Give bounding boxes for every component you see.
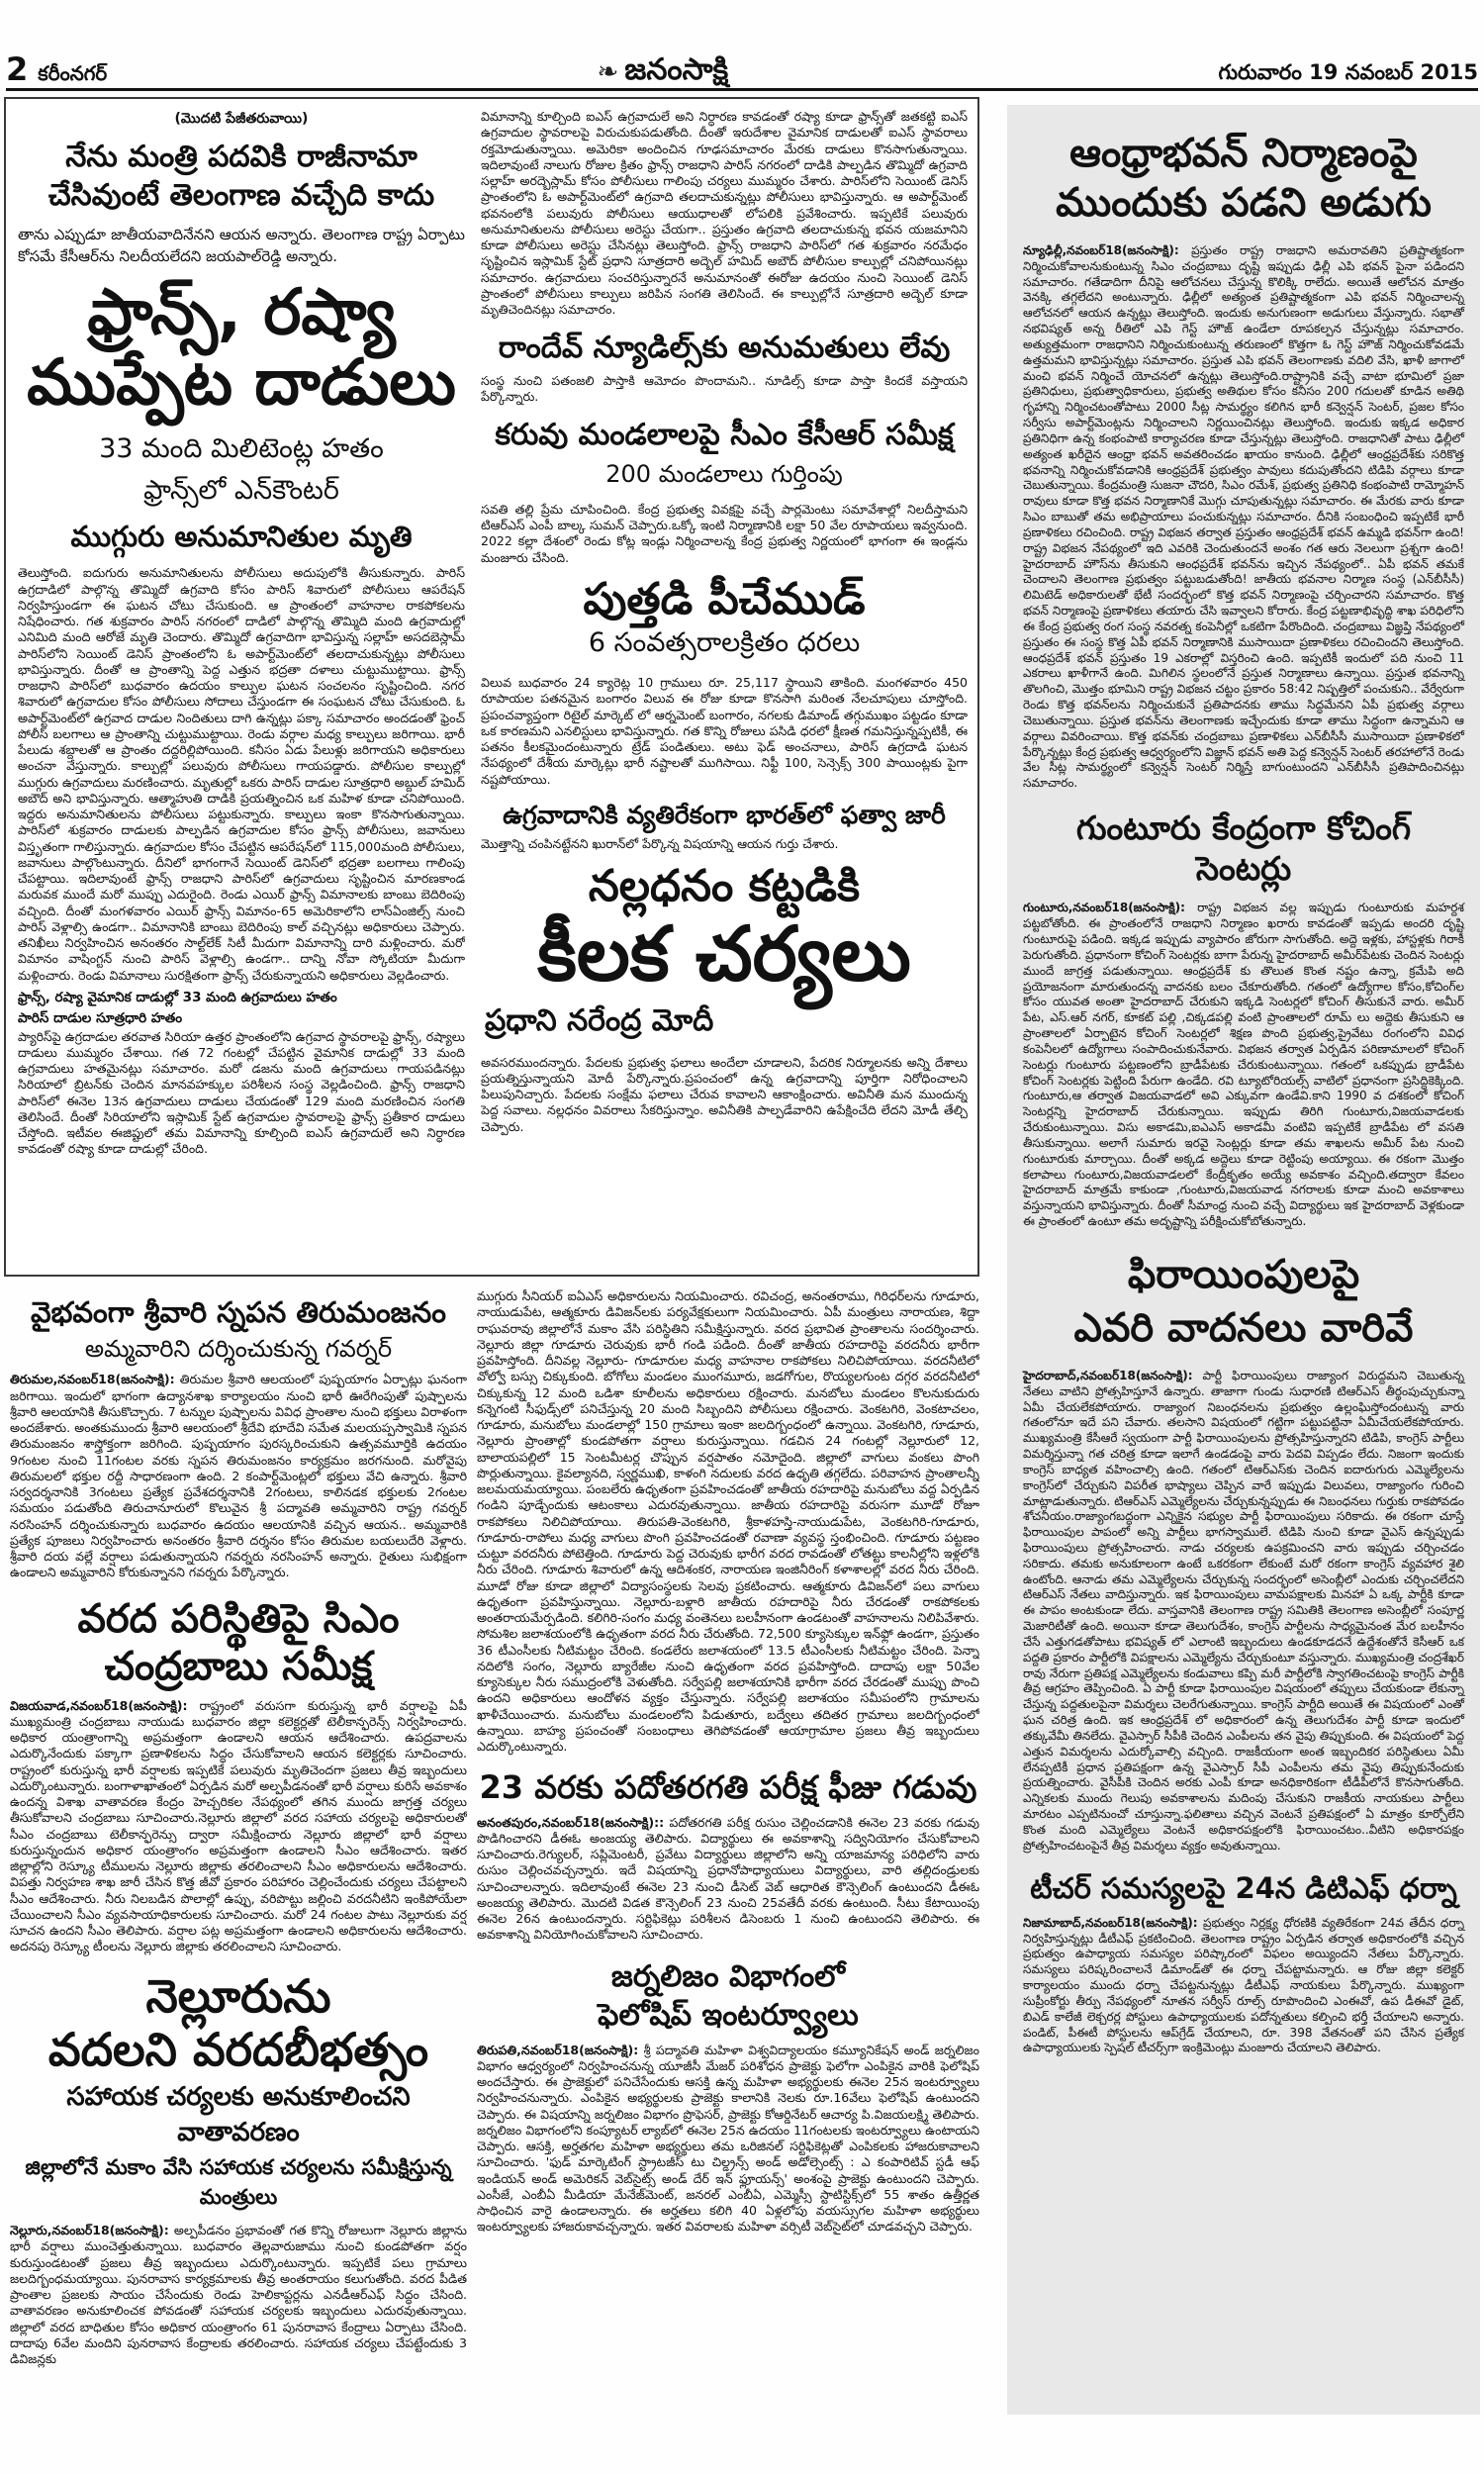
deck: 200 మండలాలు గుర్తింపు [605,459,843,488]
body-text: మొత్తాన్ని చంపినట్టేనని ఖురాన్‌లో పేర్కొన్న విషయాన్ని ఆయన గుర్తు చేశారు. [481,836,839,852]
deck-militants-killed: 33 మంది మిలిటెంట్ల హతం [99,432,384,464]
article-dtf-dharna [1023,1870,1464,2057]
article-andhra-bhavan [1023,129,1464,792]
masthead [597,52,729,87]
headline-line: ఎవరి వాదనలు వారివే [1073,1304,1414,1351]
page-number: 2 [6,50,29,88]
body-span: రాష్ట్రంలో వరుసగా కురుస్తున్న భారీ వర్షాలపై ఏపీ ముఖ్యమంత్రి చంద్రబాబు నాయుడు బుధవారం జిల్లా కలెక్టర్లతో టెలీకాన్ఫరెన్స్ నిర్వహించారు. అధికార యంత్రాంగాన్ని అప్రమత్తంగా ఉండాలని ఆయన ఆదేశించారు. ఉపద్రవాలను ఎదుర్కొనేందుకు పక్కాగా ప్రణాళికలను సిద్ధం చేసుకోవాలని ఆయన కలెక్టర్లకు సూచించారు. రాష్ట్రంలో కురుస్తున్న భారీ వర్షాలకు ఇప్పటికే పలువురు మృతిచెందగా ప్రజలు తీవ్ర ఇబ్బందులు ఎదుర్కొంటున్నారు. బంగాళాఖాతంలో ఏర్పడిన మరో అల్పపీడనంతో భారీ వర్షాలు కురిసే అవకాశం ఉందన్న విశాఖ వాతావరణ కేంద్రం హెచ్చరికల నేపథ్యంలో తగిన ముందు జాగ్రత్త చర్యలు తీసుకోవాలని చంద్రబాబు సూచించారు.నెల్లూరు జిల్లాలో వరద సహాయ చర్యలపై అధికారులతో సీఎం చంద్రబాబు టెలీకాన్ఫరెన్సు ద్వారా సమీక్షించారు నెల్లూరు జిల్లాలో భారీ వర్షాలు కురుస్తున్నందున అధికార యంత్రాంగం అప్రమత్తంగా ఉండాలని సీఎం ఆదేశించారు. ఇతర జిల్లాల్లోని రెస్క్యూ టీములను నెల్లూరు జిల్లాకు తరలించాలని సీఎం అధికారులను ఆదేశించారు. విపత్తు నిర్వహణ శాఖ జారీ చేసిన కొత్త జీవో ప్రకారం పరిహారం చెల్లించేందుకు చర్యలు చేపట్టాలని సీఎం ఆదేశించారు. నీరు నిలబడిన పొలాల్లో ఉప్పు, వరిపొట్టు జల్లించి వరదనీటిని ఇంకిపోయేలా చేయించాలని సీఎం వ్యవసాయాధికారులకు సూచించారు. మరో 24 గంటల పాటు నెల్లూరుకు వర్ష సూచన ఉందని సీఎం తెలిపారు. వర్షాల పట్ల అప్రమత్తంగా ఉండాలని అధికారులను ఆదేశించారు. అదనపు రెస్క్యూ టీంలను నెల్లూరు జిల్లాకు తరలించాలని సూచించారు. [10,1697,467,1954]
article-tirumala [10,1294,467,1581]
body-span: ప్రభుత్వం నిర్లక్ష్య ధోరణికి వ్యతిరేకంగా 24వ తేదీన ధర్నా నిర్వహిస్తున్నట్లు డీటీఎఫ్ ప్రకటించింది. తెలంగాణ రాష్ట్రం ఏర్పడిన తర్వాత అధికారంలోకి వచ్చిన ప్రభుత్వం ఉపాధ్యాయ సమస్యల పరిష్కారంలో విఫలం అయ్యిందని నేతలు పేర్కొన్నారు. సమస్యలు పరిష్కరించాలనే డిమాండ్‌తో ఈ ధర్నా చేపట్టామన్నారు. ఆ రోజు జిల్లా కలెక్టర్ కార్యాలయం ముందు ధర్నా చేపట్టనున్నట్లు డీటీఎఫ్ నాయకులు పేర్కొన్నారు. ముఖ్యంగా సుప్రీంకోర్టు తీర్పు నేపథ్యంలో నూతన సర్వీస్ రూల్స్ రూపొందించి ఎంఈవో, ఉప డీఈవో డైట్, బిఎడ్ కాలేజీ లెక్చరర్ల పోస్టులు ఉపాధ్యాయులకు పదోన్నతులు కల్పించి భర్తీ చేయాలని అన్నారు. పండిట్, పీఈటీ పోస్టులను ఆప్‌గ్రేడ్ చేయాలని, రూ. 398 వేతనంతో పని చేసిన ప్రత్యేక ఉపాధ్యాయులకు స్పెషల్ టీచర్స్‌గా ఇంక్రిమెంట్లు మంజూరు చేయాలని తెలిపారు. [1023,1915,1464,2055]
issue-date: గురువారం 19 నవంబర్ 2015 [1218,59,1478,84]
dateline: నిజామాబాద్,నవంబర్18(జనంసాక్షి): [1023,1915,1198,1930]
headline-line: ముప్పేట దాడులు [27,346,456,421]
body-span: అల్పపీడనం ప్రభావంతో గత కొన్ని రోజులుగా నెల్లూరు జిల్లాను భారీ వర్షాలు ముంచెత్తుతున్నాయి. బుధవారం తెల్లవారుజాము నుంచి కుండపోతగా వర్షం కురుస్తుండటంతో ప్రజలు తీవ్ర ఇబ్బందులు ఎదుర్కొంటున్నారు. ఇప్పటికే పలు గ్రామాలు జలదిగ్బంధమయ్యాయి. పునరావాస కార్యక్రమాలకు తీవ్ర అంతరాయం కలుగుతోంది. వరద పీడిత ప్రాంతాల ప్రజలకు సాయం చేసేందుకు రెండు హెలికాప్టర్లను ఎనడీఆర్ఎఫ్ సిద్ధం చేసింది. వాతావరణం అనుకూలించక పోవడంతో సహాయక చర్యలకు ఇబ్బందులు ఎదురవుతున్నాయి. జిల్లాలో వరద బాధితుల కోసం అధికార యంత్రాంగం 61 పునరావాస కేంద్రాలు ఏర్పాటు చేసింది. దాదాపు 6వేల మందిని పునరావాస కేంద్రాలకు తరలించారు. సహాయక చర్యలు చేపట్టేందుకు 3 డివిజన్లకు [10,2223,467,2367]
headline-line: ఫిరాయింపులపై [1127,1251,1360,1297]
article-nellore-floods [10,1969,467,2368]
body-text [477,1815,979,1944]
body-text: విలువ బుధవారం 24 క్యారెట్ల 10 గ్రాములు రూ. 25,117 స్థాయిని తాకింది. మంగళవారం 450 రూపాయల పతనమైన బంగారం విలువ ఈ రోజు కూడా కొనసాగి మరింత నేలచూపులు చూస్తోంది. ప్రపంచవ్యాప్తంగా రిటైల్ మార్కెట్ లో ఆర్నమెంట్ బంగారం, నగలకు డిమాండ్ తగ్గుముఖం పట్టడం కూడా ఒక కారణమని ఎనలిస్టులు భావిస్తున్నారు. గత కొన్ని రోజులు పసిడి ధరలో క్షీణత గమనిస్తున్నప్పటికీ, ఈ పతనం కీలకమైందంటున్నారు ట్రేడ్ పండితులు. అటు ఫెడ్ అంచనాలు, పారిస్ ఉగ్రదాడి ఘటన నేపథ్యంలో దేశీయ మార్కెట్లు భారీ నష్టాలతో ముగిసాయి. నిఫ్టీ 100, సెన్సెక్స్ 300 పాయింట్లకు పైగా నష్టపోయాయి. [481,675,968,787]
lower-left-column [10,1288,467,2454]
headline: పుత్తడి పీచేముడ్ [583,573,866,624]
article-black-money [481,862,968,1134]
body-span: పార్టీ ఫిరాయింపులు రాజ్యాంగ విరుద్దమని చెబుతున్న నేతలు వాటిని ప్రోత్సహిస్తూనే ఉన్నారు. తాజాగా గుండు సుధారణి టిఆర్ఎస్ తీర్థంపుచ్చుకున్నా ఏమీ చేయలేకపోయారు. రాజ్యాంగ నిబంధనలను ప్రభుత్వం ఉల్లంఘిస్తోందంటున్న వారు గతంలోనూ ఇదే పని చేవారు. తలసాని విషయంలో గట్టిగా పట్టుపట్టినా ఏమీచేయలేకపోయారు. ముఖ్యమంత్రి కేసీఆరే స్వయంగా పార్టీ ఫిరాయింపులను ప్రోత్సహిస్తున్నారని టిడిపి, కాంగ్రెస్ పార్టీలు విమర్శిస్తున్నా గత చరిత్ర కూడా ఇలాగే ఉండడంపై వారు పెదవి విప్పడం లేదు. నిజంగా ఇందుకు కాంగ్రెస్ బాధ్యత వహించాల్సి ఉంది. గతంలో టిఆర్ఎస్‌కు చెందిన ఐదారుగురు ఎమ్మెల్యేలను కాంగ్రెస్‌లో చేర్చుకుని విపరీత భాష్యాలు చెప్పిన వారే ఇప్పుడు విలువలు, రాజ్యాంగం గురించి మాట్లాడుతున్నారు. టిఆర్ఎస్ ఎమ్మెల్యేలను చేర్చుకున్నప్పుడు ఈ నిబంధనలు గుర్తుకు రాకపోవడం శోచనీయం.రాజ్యాంగబద్ధంగా ఎన్నికైన సభ్యుల పార్టీ ఫిరాయింపులు సరికాదు. ఈ రకంగా చూస్తే ఫిరాయింపుల పాపంలో అన్ని పార్టీలు భాగస్వాములే. టిడిపి నుంచి కూడా వైఎస్ ఉన్నప్పుడు ఫిరాయింపులు ప్రోత్సహించారు. నాడు చర్యలకు ఉపక్రమించని వారు ఇప్పుడు చర్చించడం సరికాదు. తమకు అనుకూలంగా ఉంటే ఒకరకంగా లేకుంటే మరో రకంగా కాంగ్రెస్ వ్యవహార శైలి ఉంటోంది. ఆనాడు తమ ఎమ్మెల్యేలను చేర్చుకున్న సందర్భంలో అసెంబ్లీలో ఎందుకు చర్చించలేదని టిఆర్ఎస్ నేతలు వాదిస్తున్నారు. ఇక ఫిరాయింపులు వామపక్షాలకు మినహా ఏ ఒక్క పార్టీకి కూడా ఈ పాపం అంటకుండా లేదు. వాస్తవానికి తెలంగాణ రాష్ట్ర సమితికి తెలంగాణ అసెంబ్లీలో సంపూర్ణ మెజారిటీతో ఉంది. అయినా కూడా తెలుగుదేశం, కాంగ్రెస్ పార్టీలను సాధ్యమైనంత మేర బలహీనం చేసే ఎత్తుగడతోపాటు భవిష్యత్ లో ఎలాంటి ఇబ్బందులు ఉండకూడదనే ఉద్దేశంతోనే కెసీఆర్ ఒక పద్దతి ప్రకారం పార్టీలోకి విపక్షాలను ఎమ్మెల్యేను చేర్చుకుంటూ వస్తున్నారు. ముఖ్యమంత్రి చంద్రశేఖర్ రావు నేరుగా ప్రతిపక్ష ఎమ్మెల్యేలను కండువాలు కప్పి మరీ పార్టీలోకి స్వాగతించటంపై కాంగ్రెస్ పార్టీకి తీవ్ర ఆగ్రహం తెప్పించింది. ఏ పార్టీ కూడా ఫిరాయింపుల విషయంలో తప్పులు చేయకుండా లేకున్నా చేస్తున్న పద్దతులపైనా విమర్శలు చెలరేగుతున్నాయి. కాంగ్రెస్ పార్టీది అయితే ఈ విషయంలో ఎంతో ఘన చరిత్ర ఉంది. ఇక ఆంధ్రప్రదేశ్ లో అధికారంలో ఉన్న తెలుగుదేశం పార్టీ కూడా ఇందులో తక్కువేమీ తినలేదు. వైఎస్సార్ సీపీకి చెందిన ఎంపీలను తన వైపు తిప్పుకుంది. ఈ విషయంలో పెద్ద ఎత్తున విమర్శలను ఎదుర్కోవాల్సి వచ్చింది. రాజకీయంగా అంత ఇబ్బందికర పరిస్థితులు ఏమీ లేనప్పటికీ ప్రధాన ప్రతిపక్షంగా ఉన్న వైఎస్సార్ సీపీ ఎంపీలను తమ వైపు తిప్పుకునేందుకు ప్రయత్నించారు. వైసీపీకి చెందిన అరకు ఎంపీ కూడా అనధికారికంగా టీడీపీలోనే కొనసాగుతోంది. ఎన్నికలకు ముందు గెలుపు అవకాశాలను మదింపు చేసుకుని రాజకీయ నాయకులు పార్టీలు మారటం ఎప్పటినుంచో చూస్తున్నా.ఫలితాలు వచ్చిన వెంటనే ప్రతిపక్షంలో ఏ మాత్రం కూర్చోలేని కొంత మంది ఎమ్మెల్యేలు వెంటనే అధికారపక్షంలోకి ఫిరాయించటం..వీటిని అధికారపక్షం ప్రోత్సహించటంపైనే తీవ్ర విమర్శలు వ్యక్తం అవుతున్నాయి. [1023,1368,1464,1853]
dateline: న్యూఢిల్లీ,నవంబర్18(జనంసాక్షి): [1023,243,1179,257]
lead-story-right-column [481,109,968,1267]
headline-line: ఆంధ్రాభవన్ నిర్మాణంపై [1069,131,1418,176]
body-span: పదోతరగతి పరీక్ష రుసుం చెల్లించడానికి ఈనెల 23 వరకు గడువు పొడిగించారని డీఈఓ అంజయ్య తెలిపారు. విద్యార్థులు ఈ అవకాశాన్ని సద్వినియోగం చేసుకోవాలని సూచించారు.రెగ్యులర్, సప్లిమెంటరీ, ప్రవేటు విద్యార్థులు జిల్లాలోని అన్ని యాజమాన్య పరిధిలోని వారు రుసుం చెల్లించవచ్చన్నారు. ఇదే విషయాన్ని ప్రధానోపాధ్యాయులు విద్యార్థులు, వారి తల్లిదండ్రులకు సూచించాలన్నారు. ఇదిలావుంటే ఈనెల 23 నుంచి డీసెట్ వెబ్ ఆధారిత కౌన్సెలింగ్ ఉంటుందని డీఈఓ అంజయ్య తెలిపారు. మొదటి విడత కౌన్సెలింగ్ 23 నుంచి 25వతేదీ వరకు ఉంటుంది. సీటు కేటాయింపు ఈనెల 26న ఉంటుందన్నారు. సర్టిఫికెట్లు పరిశీలన డిసెంబరు 1 నుంచి ఉంటుందని తెలిపారు. ఈ అవకాశాన్ని వినియోగించుకోవాలని సూచించారు. [477,1814,979,1943]
headline-line: నెల్లూరును [145,1968,331,2023]
dateline: తిరుపతి,నవంబర్18(జనంసాక్షి): [477,2042,639,2057]
article-gold-prices [481,573,968,788]
headline-line: ఫెలోషిప్ ఇంటర్వ్యూలు [598,1997,859,2033]
article-fatwa [481,800,968,853]
body-text: సవతి తల్లి ప్రేమ చూపించింది. కేంద్ర ప్రభుత్వ వివక్షపై వచ్చే పార్లమెంటు సమావేశాల్లో నిలదీస్తామని టిఆర్ఎస్ ఎంపీ బాల్క సుమన్ చెప్పారు.ఒక్కో ఇంటి నిర్మాణానికి లక్షా 50 వేల రూపాయలు ఇవ్వనుంది. 2022 కల్లా దేశంలో రెండు కోట్ల ఇండ్లు నిర్మించాలన్న కేంద్ర ప్రభుత్వ నిర్ణయంలో భాగంగా ఈ ఇండ్లను మంజూరు చేసింది. [481,501,968,565]
lead-story-left-column [18,109,465,1267]
article-kcr-drought-review [481,417,968,566]
article-exam-fee [477,1768,979,1943]
headline: గుంటూరు కేంద్రంగా కోచింగ్ సెంటర్లు [1075,808,1412,889]
headline-line: ఫ్రాన్స్, రష్యా [87,275,396,349]
headline [1023,1248,1464,1355]
article-ramdev-noodles [481,330,968,405]
body-text [1023,1369,1464,1855]
headline [477,1957,979,2035]
headline: ఉగ్రవాదానికి వ్యతిరేకంగా భారత్‌లో ఫత్వా జారీ [503,800,946,829]
header-left [6,50,108,88]
headline: టీచర్ సమస్యలపై 24న డిటిఎఫ్ ధర్నా [1030,1870,1457,1905]
headline-line: కీలక చర్యలు [537,908,911,998]
body-text [477,2043,979,2236]
headline: 23 వరకు పదోతరగతి పరీక్ష ఫీజు గడువు [479,1768,977,1807]
edition-name: కరీంనగర్ [38,61,108,85]
headline-jayapal-reddy: నేను మంత్రి పదవికి రాజీనామా చేసివుంటే తెలంగాణ వచ్చేది కాదు [47,140,435,213]
article-coaching-centres [1023,808,1464,1230]
body-text: ప్యారిస్‌పై ఉగ్రదాడుల తరవాత సిరియా ఉత్తర ప్రాంతంలోని ఉగ్రవాద స్థావరాలపై ఫ్రాన్స్, రష్యాలు దాడులు ముమ్మరం చేశాయి. గత 72 గంటల్లో చేపట్టిన వైమానిక దాడుల్లో 33 మంది ఉగ్రవాదులు హతమైనట్లు సమాచారం. మరో డజను మంది ఉగ్రవాదులు గాయపడినట్లు సిరియాలో బ్రిటన్‌కు చెందిన మానవహక్కుల పరిశీలన సంస్థ వెల్లడించింది. ఫ్రాన్స్ రాజధాని పారిస్‌లో ఈనెల 13న ఉగ్రవాదులు దాడులు చేయడంతో 129 మంది మరణించిన సంగతి తెలిసిందే. దీంతో సిరియాలోని ఇస్లామిక్ స్టేట్ ఉగ్రవాదుల స్థావరాలపై ఫ్రాన్స్ ప్రతీకార దాడులు చేస్తోంది. ఇటీవల ఈజిప్టులో తమ విమానాన్ని కూల్చింది ఐఎస్ ఉగ్రవాదులే అని నిర్ధారణ కావడంతో రష్యా కూడా దాడుల్లో చేరింది. [18,1028,465,1157]
continuation-note: (మొదటి పేజీతరువాయి) [174,111,309,127]
headline-line: ముందుకు పడని అడుగు [1056,180,1432,226]
deck: అమ్మవారిని దర్శించుకున్న గవర్నర్ [84,1335,393,1364]
deck-suspects-dead: ముగ్గురు అనుమానితుల మృతి [70,519,413,553]
body-text [1023,1916,1464,2056]
body-text: సంస్థ నుంచి పతంజలి పాస్తాకి ఆమోదం పొందామని.. నూడిల్స్ కూడా పాస్తా కిందకే వస్తాయని పేర్కొన్నారు. [481,372,968,404]
deck-modi: ప్రధాని నరేంద్ర మోదీ [485,1002,714,1038]
body-text [10,2223,467,2367]
dateline: విజయవాడ,నవంబర్18(జనంసాక్షి): [10,1697,188,1713]
dateline: హైదరాబాద్,నవంబర్18(జనంసాక్షి): [1023,1368,1193,1382]
body-text: తెలుస్తోంది. ఐదుగురు అనుమానితులను పోలీసులు అదుపులోకి తీసుకున్నారు. పారిస్ ఉగ్రదాడిలో పాల్గొన్న తొమ్మిదో ఉగ్రవాది కోసం పారిస్ శివారులో పోలీసులు ఆపరేషన్ నిర్వహిస్తుండగా ఈ ఘటన చోటు చేసుకుంది. ఆ ప్రాంతంలో వాహనాల రాకపోకలను నిషేధించారు. గత శుక్రవారం పారిస్ నగరంలో దాడిలో పాల్గొన్న తొమ్మిది మంది ఉగ్రవాదుల్లో ఎనిమిది మంది ఆరోజే మృతి చెందారు. తొమ్మిదో ఉగ్రవాదిగా భావిస్తున్న సల్లాహ్ అసదబెస్లామ్ పారిస్‌లోని సెయింట్ డెనిస్ ప్రాంతంలోని ఓ అపార్ట్‌మెంట్‌లో తలదాచుకున్నట్లు పోలీసులు భావిస్తున్నారు. దీంతో ఆ ప్రాంతాన్ని పెద్ద ఎత్తున భద్రతా దళాలు చుట్టుముట్టాయి. ఫ్రాన్స్ రాజధాని పారిస్‌లో బుధవారం ఉదయం కాల్పుల ఘటన సంచలనం సృష్టించింది. నగర శివారులో ఉగ్రవాదుల కోసం పోలీసులు సోదాలు చేస్తుండగా ఈ సంఘటన చోటు చేసుకుంది. ఓ అపార్ట్‌మెంట్‌లో ఉగ్రవాద దాడుల నిందితులు దాగి ఉన్నట్లు పక్కా సమాచారం అందడంతో ఫ్రెంచ్ పోలీస్ బలగాలు ఆ ప్రాంతాన్ని చుట్టుముట్టాయి. రెండు వర్గాల మధ్య కాల్పులు జరిగాయి. భారీ పేలుడు శబ్దాలతో ఆ ప్రాంతం దద్దరిల్లిపోయింది. కనీసం ఏడు పేలుళ్లు జరిగాయని అధికారులు అంచనా వేస్తున్నారు. కాల్పుల్లో పలువురు పోలీసులు గాయపడ్డారు. పోలీసుల కాల్పుల్లో ముగ్గురు ఉగ్రవాదులు మరణించారు. మృతుల్లో ఒకరు పారిస్ దాడుల సూత్రధారి అబ్దుల్ హమిద్ అబౌద్ అని భావిస్తున్నారు. ఆత్మాహుతి దాడికి ప్రయత్నించిన ఒక మహిళ కూడా చనిపోయింది. ఇద్దరు అనుమానితులను పోలీసులు పట్టుకున్నారు. కాల్పులు ఇంకా కొనసాగుతున్నాయి. పారిస్‌లో శుక్రవారం దాడులకు పాల్పడిన ఉగ్రవాదుల కోసం ఫ్రాన్స్ పోలీసులు, జవానులు విస్తృతంగా గాలిస్తున్నారు. ఉగ్రవాదుల కోసం చేపట్టిన ఆపరేషన్‌లో 115,000మంది పోలీసులు, జవానులు పాల్గొంటున్నారు. దీనిలో భాగంగానే సెయింట్ డెనిస్‌లో భద్రతా బలగాలు గాలింపు చేపట్టాయి. ఇదిలావుంటే ఫ్రాన్స్ రాజధాని పారిస్‌లో ఉగ్రవాదులు సృష్టించిన మారణకాండ మరువక ముందే మరో ముప్పు ఎదురైంది. రెండు ఎయిర్ ఫ్రాన్స్ విమానాలకు బాంబు బెదిరింపు వచ్చింది. దీంతో మంగళవారం ఎయిర్ ఫ్రాన్స్ విమానం-65 అమెరికాలోని లాస్‌ఏంజిల్స్ నుంచి పారిస్ వెళ్లాల్సి ఉండగా.. విమానానికి బాంబు బెదిరింపు కాల్ వచ్చినట్లు అధికారులు చెప్పారు. తనిఖీలు నిర్వహించిన అనంతరం సాల్ట్‌లేక్ సిటీ మీదుగా విమానాన్ని దారి మళ్లించారు. మరో విమానం వాషింగ్టన్ నుంచి పారిస్ వెళ్లాల్సి ఉండగా.. దాన్ని నోవా స్కోటియా మీదుగా మళ్లించారు. రెండు విమానాలు సురక్షితంగా ఫ్రాన్స్ చేరుకున్నాయని అధికారులు వెల్లడించారు. [18,565,465,983]
masthead-logo-icon: ❧ [597,57,619,87]
headline-line: వదలని వరదబీభత్సం [47,2022,429,2076]
headline: రాందేవ్ న్యూడిల్స్‌కు అనుమతులు లేవు [498,331,951,366]
body-span: రాష్ట్ర విభజన వల్ల ఇప్పుడు గుంటూరుకు మహర్దశ పట్టబోతోంది. ఈ ప్రాంతంలోనే రాజధాని నిర్మాణం ఖరారు కావడంతో ఇప్పడు అందరి దృష్టి గుంటూరుపై పడింది. ఇక్కడ ఇప్పుడు వ్యాపారం జోరుగా సాగుతోంది. అద్దె ఇళ్లకు, హాస్టళ్లకు గిరాకీ పెరుగుతోంది. ప్రధానంగా కోచింగ్ సెంటర్లకు బాగా పేరున్న హైదరాబాద్ అమీర్‌పేటకు చెందిన సెంటర్లు ముందే జాగ్రత్త పడుతున్నాయి. ఆంధ్రప్రదేశ్ కు తొలుత కొంత నష్టం ఉన్నా, క్రమేపి అది ప్రయోజనంగా మారుతుందన్న వాదనకు బలం చేకూరుతోంది. గతంలో ఉద్యోగాల కోసం,కోచింగ్‌ల కోసం యువత అంతా హైదరాబాద్ చేరుకుని ఇక్కడి సెంటర్లలో కోచింగ్ తీసుకునే వారు. అమీర్ పేట, ఎస్.ఆర్ నగర్, కూకట్ పల్లి ,చిక్కడపల్లి వంటి ప్రాంతాలలో రూమ్ లు అద్దెకు తీసుకుని ఆ ప్రాంతాలలో ఏర్పాటైన కోచింగ్ సెంటర్లలో శిక్షణ పొంది ప్రభుత్వ,ప్రైవేటు రంగంలోని వివిధ కంపెనీలలో ఉద్యోగాలు సంపాదించుకునేవారు. విభజన తర్వాత ఏర్పడిన పరిణామాలలో కోచింగ్ సెంటర్లు గుంటూరు పట్టణంలోని బ్రాడీపేటకు చేరుకుంటున్నాయి. గతంలో ఒకప్పుడు బ్రాడీపేట కోచింగ్ సెంటర్లకు పెట్టింది పేరుగా ఉండేది. రవి ట్యూటోరియల్స్ వాటిలో ప్రధానంగా ప్రసిద్ధికెక్కింది. గుంటూరు,ఆ తర్వాత విజయవాడలో అవి ఎక్కువగా ఉండేవి.కాని 1990 వ దశకంలో కోచింగ్ సెంటర్లన్ని హైదరాబాద్ చేరుకున్నాయి. ఇప్పుడు తిరిగి గుంటూరు,విజయవాడలకు చేరుకుంటున్నాయి. విసు అకాడమి,ఐఎఎస్ అకాడమీ వంటివి ఇప్పటికే బ్రాడీపేట లో వసతి తీసుకున్నాయి. అలాగే సుమారు ఇరవై సెంట్లర్లు కూడా తమ శాఖలను అమీర్ పేట నుంచి గుంటూరుకు మార్చాయి. దీంతో అక్కడ అద్దెలు కూడా రెట్టింపు అయ్యాయి. ఈ రకంగా మొత్తం కలాపాలు గుంటూరు,విజయవాడలలో కేంద్రీకృతం అయ్యే అవకాశం వచ్చింది.తద్వారా కేవలం హైదరాబాద్ మాత్రమే కాకుండా ,గుంటూరు,విజయవాడ నగరాలకు కూడా మంచి అవకాశాలు వస్తున్నాయని భావిస్తున్నారు. దీంతో సీమాంధ్ర నుంచి వచ్చే విద్యార్థులు ఇక హైదరాబాద్ వెళ్లకుండా ఈ ప్రాంతంలో ఉంటూ తమ అదృష్టాన్ని పరీక్షించుకోబోతున్నారు. [1023,901,1464,1229]
inline-subhead: ఫ్రాన్స్, రష్యా వైమానిక దాడుల్లో 33 మంది ఉగ్రవాదులు హతం [18,989,337,1005]
headline: కరువు మండలాలపై సీఎం కేసీఆర్ సమీక్ష [495,418,954,453]
article-fellowship-interviews [477,1957,979,2236]
headline-line: నల్లధనం కట్టడికి [588,861,861,912]
headline: వరద పరిస్థితిపై సిఎం చంద్రబాబు సమీక్ష [77,1595,400,1689]
body-text [1023,243,1464,792]
dateline: నెల్లూరు,నవంబర్18(జనంసాక్షి): [10,2223,169,2238]
headline-france-russia [18,275,465,421]
dateline: తిరుమల,నవంబర్18(జనంసాక్షి): [10,1372,175,1387]
dateline: గుంటూరు,నవంబర్18(జనంసాక్షి): [1023,901,1185,915]
lead-paragraph: తాను ఎప్పుడూ జాతీయవాదినేనని ఆయన అన్నారు. తెలంగాణ రాష్ట్ర ఏర్పాటు కోసమే కేసీఆర్‌ను నిలదీయలేదని జయపాల్‌రెడ్డి అన్నారు. [18,226,465,265]
body-span: తిరుమల శ్రీవారి ఆలయంలో పుష్పయాగం ఏర్పాట్లు ఘనంగా జరిగాయి. ఇందులో భాగంగా ఉద్యానశాఖ కార్యాలయం నుంచి భారీ ఊరేగింపుతో పుష్పాలను శ్రీవారి ఆలయానికి తీసుకొచ్చారు. 7 టన్నుల పుష్పాలను వివిధ ప్రాంతాల నుంచి భక్తులు విరాళంగా అందజేశారు. అంతకుముందు శ్రీవారి ఆలయంలో శ్రీదేవి భూదేవి సమేత మలయప్పస్వామికి స్నపన తిరుమంజనం శాస్త్రోక్తంగా జరిగింది. పుష్పయాగం పురస్కరించుకుని ఉత్సవమూర్తికి ఉదయం 9గంటల నుంచి 11గంటల వరకు స్నపన తిరుమంజనం కార్యక్రమం జరగనుంది. మరోవైపు తిరుమలలో భక్తుల రద్దీ సాధారణంగా ఉంది. 2 కంపార్ట్‌మెంట్లలో భక్తులు వేచి ఉన్నారు. శ్రీవారి సర్వదర్శనానికి 3గంటలు ప్రత్యేక ప్రవేశదర్శనానికి 2గంటలు, కాలినడక భక్తులకు 2గంటల సమయం పడుతోంది తిరుచానూరులో కొలువైన శ్రీ పద్మావతి అమ్మవారిని రాష్ట్ర గవర్నర్ నరసింహన్ దర్శించుకున్నారు బుధవారం ఉదయం ఆలయానికి వచ్చిన ఆయన.. అమ్మవారికి ప్రత్యేక పూజలు నిర్వహించారు అనంతరం శ్రీవారి దర్శనం కోసం తిరుమల బయలుదేరి వెళ్లారు. శ్రీవారి దయ వల్లే వర్షాలు పడుతున్నాయని గవర్నరు నరసింహన్ అన్నారు. రైతులు సుభిక్షంగా ఉండాలని అమ్మవారిని కోరుకున్నానని గవర్నరు పేర్కొన్నారు. [10,1372,467,1580]
deck: 6 సంవత్సరాలక్రితం ధరలు [588,627,861,659]
headline-line: జర్నలిజం విభాగంలో [610,1958,846,1994]
body-text [10,1698,467,1955]
continuation-body-text: ముగ్గురు సీనియర్ ఐఏఎస్ అధికారులను నియమించారు. రవిచంద్ర, అనంతరాము, గిరిధర్‌లను గూడూరు, నాయుడుపేట, ఆత్మకూరు డివిజన్‌లకు పర్యవేక్షకులుగా నియమించారు. ఏపీ మంత్రులు నారాయణ, శిద్దా రాఘవరావు జిల్లాలోనే మకాం వేసి పరిస్థితిని సమీక్షిస్తున్నారు. వరద ప్రభావిత ప్రాంతాలను సందర్శించారు. నెల్లూరు జిల్లా గూడూరు చెరువుకు భారీ గండి పడింది. దీంతో జాతీయ రహదారిపై వరదనీరు భారీగా ప్రవహిస్తోంది. దీనివల్ల నెల్లూరు- గూడూరుల మధ్య వాహనాల రాకపోకలు నిలిచిపోయాయి. వరదనీటిలో వోల్వో బస్సు చిక్కుకుంది. బోగోలు మండలం ముంగమూరు, జడగోగుల, రొయ్యలగుంట దగ్గర వరదనీటిలో చిక్కుకున్న 12 మంది ఒడిశా కూలీలను అధికారులు రక్షించారు. మనబోలు మండలం కొలనుకుదురు కన్నెగంటి సీఫుడ్స్‌లో పనిచేస్తున్న 20 మంది సిబ్బందిని పోలీసులు రక్షించారు. వెంకటగిరి, వెంకటాచలం, గూడూరు, మనుబోలు మండలాల్లో 150 గ్రామాలు ఇంకా జలదిగ్బంధంలో ఉన్నాయి. వెంకటగిరి, గూడూరు, నెల్లూరు ప్రాంతాల్లో కుండపోతగా వర్షాలు కురుస్తున్నాయి. గడచిన 24 గంటల్లో నెల్లూరులో 12, బాలాయపల్లిలో 15 సెంటమీటర్ల చొప్పున వర్షపాతం నమోదైంది. జిల్లాలో వాగులు వంకలు పొంగి పొర్లుతున్నాయి. కైవల్యానది, స్వర్ణముఖి, కాళంగి నదులకు వరద ఉధృతి తగ్గలేదు. పరివాహన ప్రాంతాలన్నీ జలమయమయ్యాయి. పంబలేరు ఉధృతంగా ప్రవహించడంతో జాతీయ రహదారిపై మనుబోలు వద్ద ఏర్పడిన గండిని పూడ్చేందుకు ఆటంకాలు ఎదురవుతున్నాయి. జాతీయ రహదారిపై వరుసగా మూడో రోజూ రాకపోకలు నిలిచిపోయాయి. తిరుపతి-వెంకటగిరి, శ్రీకాళహస్తి-నాయుడుపేట, వెంకటగిరి-గూడూరు, గూడూరు-రాపోలు మధ్య వాగులు పొంగి ప్రవహించడంతో రవాణా వ్యవస్థ స్తంభించింది. గూడూరు పట్టణం చుట్టూ వరదనీరు పోటెత్తింది. గూడూరు పెద్ద చెరువుకు భారీగ వరద రావడంతో లోతట్టు కాలనీల్లోని ఇళ్లలోకి నీరు చేరింది. గూడూరు శివారులో ఉన్న ఆదిశంకర, నారాయణ ఇంజినీరింగ్ కళాశాలల్లో వరద నీరు చేరింది. మూడో రోజు కూడా జిల్లాలో విద్యాసంస్థలకు సెలవు ప్రకటించారు. ఆత్మకూరు డివిజన్‌లో పలు వాగులు ఉధృతంగా ప్రవహిస్తున్నాయి. నెల్లూరు-బళ్లారి జాతీయ రహదారిపై నీరు చేరడంతో రాకపోకలకు అంతరాయమేర్పడింది. కలిగిరి-సంగం మధ్య వంతెనలు బలహీనంగా ఉండటంతో వాహనాలను నిలిపివేశారు. సోమశిల జలాశయంలోకి ఉధృతంగా వరద నీరు చేరుతోంది. 72,500 క్యూసెక్కుల ఇన్‌ఫ్లో ఉండగా, ప్రస్తుతం 36 టీఎంసీలకు నీటిమట్టం చేరింది. కండలేరు జలాశయంలో 13.5 టీఎంసీలకు నీటిమట్టం చేరింది. పెన్నా నదిలోకి సంగం, నెల్లూరు బ్యారేజీల నుంచి ఉధృతంగా వరద ప్రవహిస్తోంది. దాదాపు లక్షా 50వేల క్యూసెక్కుల నీరు సముద్రంలోకి వెళుతోంది. సర్వేపల్లి జలాశయానికి భారీగా వరద చేరడంతో ముప్పు పొంచి ఉందని అధికారులు ఆందోళన వ్యక్తం చేస్తున్నారు. సర్వేపల్లి జలాశయం సమీపంలోని గ్రామాలను ఖాళీచేయించారు. మనుబోలు మండలంలోని పిడుతూరు, బద్వేలు తదితర గ్రామాలు జలదిగ్బంధంలో ఉన్నాయి. బాహ్య ప్రపంచంతో సంబంధాలు తెగిపోవడంతో ఆయాగ్రామాల ప్రజలు తీవ్ర ఇబ్బందులు ఎదుర్కొంటున్నారు. [477,1288,979,1754]
headline: వైభవంగా శ్రీవారి స్నపన తిరుమంజనం [31,1295,446,1329]
headline [1023,129,1464,228]
right-column [1007,105,1480,2415]
inline-subhead: పారిస్ దాడుల సూత్రధారి హతం [18,1009,183,1026]
body-span: శ్రీ పద్మావతి మహిళా విశ్వవిద్యాలయం కమ్యూనికేషన్ అండ్ జర్నలిజం విభాగం ఆధ్వర్యంలో నిర్వహించనున్న యూజీసీ మేజర్ పరిశోధన ప్రాజెక్టు ఫెలోగా ఎంపికైన వారికి ఫెలోషిప్ అందచేస్తారు. ఈ ప్రాజెక్టులో పనిచేసేందుకు ఆసక్తి ఉన్న మహిళా అభ్యర్థులకు ఈనెల 25న ఇంటర్వ్యూలు నిర్వహించనున్నారు. ఎంపికైన అభ్యర్థులకు ప్రాజెక్టు కాలానికి నెలకు రూ.16వేలు ఫెలోషిప్ ఉంటుందని చెప్పారు. ఈ విషయాన్ని జర్నలిజం విభాగం ప్రొఫెసర్, ప్రాజెక్టు కోఆర్డినేటర్ ఆచార్య పి.విజయలక్ష్మి తెలిపారు. జర్నలిజం విభాగంలోని కంప్యూటర్ ల్యాబ్‌లో ఈనెల 25న ఉదయం 11గంటలకు ఇంటర్వ్యూలు ఉంటాయని చెప్పారు. ఆసక్తి, అర్హతగల మహిళా అభ్యర్థులు తమ ఒరిజినల్ సర్టిఫికెట్లతో ఎంపికలకు హాజరుకావాలని సూచించారు. 'ఫుడ్ మార్కెటింగ్ స్ట్రాటజీస్ టు చిల్డ్రన్స్ అండ్ అడోల్సెంట్స్ : ఎ కంపారిటివ్ స్టడీ ఆఫ్ ఇండియన్ అండ్ అమెరికన్ వెబ్‌సైట్స్ అండ్ దేర్ ఇన్ ఫ్లూయన్స్' అంశంపై ప్రాజెక్టు ఉంటుందని చెప్పారు. ఎంసీజే, ఎంబీఏ మీడియా మేనేజ్‌మెంట్, జనరల్ ఎంబీఏ, ఎమ్మెస్సీ స్టాటిస్టిక్స్‌లో 55 శాతం ఉత్తీర్ణత సాధించిన వారై ఉండాలన్నారు. ఈ అర్హతలు కలిగి 40 ఏళ్లలోపు వయస్సుగల మహిళా అభ్యర్థులు ఇంటర్వ్యూలకు హాజరుకావచ్చన్నారు. ఇతర వివరాలకు మహిళా వర్సిటీ వెబ్‌సైట్‌లో చూడవచ్చని చెప్పారు. [477,2042,979,2235]
body-text [10,1372,467,1580]
deck-encounter: ఫ్రాన్స్‌లో ఎన్‌కౌంటర్ [143,475,339,507]
deck: జిల్లాలోనే మకాం వేసి సహాయక చర్యలను సమీక్షిస్తున్న మంత్రులు [25,2155,452,2210]
body-text: అవసరముందన్నారు. పేదలకు ప్రభుత్వ ఫలాలు అందేలా చూడాలని, పేదరిక నిర్మూలనకు అన్ని దేశాలు ప్రయత్నిస్తున్నాయని మోదీ పేర్కొన్నారు.ప్రపంచంలో ఉన్న ఉగ్రవాదాన్ని పూర్తిగా నిరోధించాలని పిలుపునిచ్చారు. పేదలకు సంక్షేమ ఫలాలు చేరువ కావాలని ఆకాంక్షించారు. అవినీతి మన ముందున్న పెద్ద సవాలు. నల్లధనం వివరాలు సేకరిస్తున్నాం. అవినీతికి పాల్పడేవారిని ఉపేక్షించేది లేదని మోడీ తేల్చి చెప్పారు. [481,1054,968,1134]
lower-middle-column [477,1288,979,2454]
body-text: విమానాన్ని కూల్చింది ఐఎస్ ఉగ్రవాదులే అని నిర్ధారణ కావడంతో రష్యా కూడా ఫ్రాన్స్‌తో జతకట్టి ఐఎస్ ఉగ్రవాదుల స్థావరాలపై విరుచుకుపడుతోంది. దీంతో ఇరుదేశాల వైమానిక దాడులతో ఐఎస్ స్థావరాలు రక్తమోడుతున్నాయి. అమెరికా అందించిన గూఢసమాచారం మేరకు దాడులు కొనసాగుతున్నాయి. ఇదిలావుంటే నాలుగు రోజుల క్రితం ఫ్రాన్స్ రాజధాని పారిస్ నగరంలో దాడికి పాల్పడిన తొమ్మిదో ఉగ్రవాది సల్లాహ్ అరద్బెస్లామ్ కోసం పోలీసులు గాలింపు చర్యలు ముమ్మరం చేశారు. పారిస్‌లోని సెయింట్ డెనిస్ ప్రాంతంలోని ఓ అపార్ట్‌మెంట్‌లో ఉగ్రవాది తలదాచుకున్నట్లు పోలీసులు భావిస్తున్నారు. ఆ అపార్ట్‌మెంట్ భవనంలోకి పలువురు పోలీసులు ఆయుధాలతో లోపలికి ప్రవేశించారు. ఇప్పటికే పలువురు అనుమానితులను పోలీసులు అరెస్టు చేయగా.. ప్రస్తుతం ఉగ్రవాది తలదాచుకున్న భవన యజమానిని కూడా పోలీసులు అరెస్టు చేసినట్లు తెలుస్తోంది. ఫ్రాన్స్ రాజధాని పారిస్‌లో గత శుక్రవారం నరమేధం సృష్టించిన ఇస్లామిక్ స్టేట్ ప్రధాని సూత్రదారి అద్బెల్ హమిద్ అబౌద్ పోలీసుల కాల్పుల్లో చనిపోయినట్లు సమాచారం. ఉగ్రవాదులు సంచరిస్తున్నారనే అనుమానంతో ఈరోజు ఉదయం నుంచి సెయింట్ డెనిస్ ప్రాంతంలో పోలీసులు కాల్పులు జరిపిన సంగతి తెలిసిందే. ఈ కాల్పుల్లోనే సూత్రదారి అద్బెల్ కూడా మృతిచెందినట్లు సమాచారం. [481,109,968,317]
dateline: అనంతపురం,నవంబర్18(జనంసాక్షి):: [477,1814,665,1830]
lead-story-box [4,97,979,1277]
headline [10,1969,467,2077]
body-span: ప్రస్తుతం రాష్ట్ర రాజధాని అమరావతిని ప్రతిష్టాత్మకంగా నిర్మించుకోవాలనుకుంటున్న సిఎం చంద్రబాబు దృష్టి ఇప్పుడు ఢిల్లీ ఎపి భవన్ పైనా పడిందని సమాచారం. గతేడాదిగా దీనిపై ఆలోచనలు చేస్తున్న కొలిక్కి రాలేదు. అయితే ఆలోచన మాత్రం వెనక్కి తగ్గలేదని అంటున్నారు. ఢిల్లీలో అత్యంత ప్రతిష్టాత్మకంగా ఎపి భవన్ నిర్మించాలన్న ఆలోచనలో ఆయన ఉన్నట్లు తెలుస్తోంది. ఇందుకు అనుగుణంగా అడుగులు వేస్తున్నారు. సభాతో నభవిష్యత్ అన్న రీతిలో ఎపి గెస్ట్ హౌజ్ ఉండేలా రూపకల్పన చేస్తున్నట్లు సమాచారం. అత్యుత్తమంగా రాజధానిని నిర్మించుకుంటున్న తరుణంలో కొత్తగా ఓ గెస్ట్ హౌజ్ నిర్మించుకోవడమే ఉత్తమమని భావిస్తున్నట్లు సమాచారం. ప్రస్తుత ఎపి భవన్ తెలంగాణకు వదిలి వేసి, ఖాళీ జాగాలో మంచి భవన్ నిర్మించే యోచనలో ఉన్నట్లు తెలుస్తోంది.రాష్ట్రానికి వచ్చే వాటా భూమిలో ప్రజా ప్రతినిధులు, ప్రభుత్వాధికారులు, ప్రభుత్వ అతిథుల కోసం కనీసం 200 గదులతో కూడిన అతిథి గృహాన్ని నిర్మించటంతోపాటు 2000 సీట్ల సామర్థ్యం కలిగిన భారీ కన్వెన్షన్ సెంటర్, ప్రజల కోసం సర్వీసు అపార్ట్‌మెంట్లను నిర్మించాలని నిర్ణయించినట్లు తెలుస్తోంది. ఇందుకు ఇక్కడ అధికార ప్రతినిధిగా ఉన్న కంభంపాటి కార్యాచరణ కూడా చేస్తున్నట్లు తెలుస్తోంది. రాజధానితో పాటు ఢిల్లీలో అత్యంత ఖరీదైన ఆంధ్రా భవన్ అవతరించడం ఖాయం కానుంది. ఢిల్లీలో ఆంధ్రప్రదేశ్‌కు సరికొత్త భవనాన్ని నిర్మించుకోవడానికి ఆంధ్రప్రదేశ్ ప్రభుత్వం పావులు కదుపుతోందని టిడిపి వర్గాలు కూడా చెబుతున్నాయి. కేంద్రమంత్రి సుజనా చౌదరి, సిఎం రమేశ్, ప్రభుత్వ ప్రతినిధి కంభంపాటి రామ్మోహన్ రావులు కూడా కొత్త భవన నిర్మాణానికే మొగ్గు చూపుతున్నట్లు సమాచారం. ఈ మేరకు వారు కూడా సిఎం బాబుతో తమ అభిప్రాయాలు పంచుకున్నట్లు సమాచారం. దీనికి సంబంధించి ఇప్పటికే భారీ ప్రణాళికలు రచించింది. రాష్ట్ర విభజన తర్వాత ప్రస్తుతం ఆంధ్రప్రదేశ్ భవన్ ఉమ్మడి భవన్‌గా ఉంది! రాష్ట్ర విభజన నేపథ్యంలో ఇది ఎవరికి చెందుతుందనే అంశం గత ఆరు నెలలుగా ప్రశ్నగా ఉంది! హైదరాబాద్ హౌస్‌ను తీసుకుని ఆంధప్రదేశ్ భవన్‌ను ఇచ్చిన నేపథ్యంలో.. ఏపీ భవన్ తమకే చెందాలని తెలంగాణ ప్రభుత్వం పట్టుబడుతోంది! జాతీయ భవనాల నిర్మాణ సంస్థ (ఎన్‌బీసీసీ) లిమిటెడ్ అధికారులతో భేటీ సందర్భంలో కొత్త భవన్ నిర్మాణంపై చర్చించారని సమాచారం. కొత్త భవన్ నిర్మాణంపై ప్రణాళికలు తయారు చేసి ఇవ్వాలని కోరారు. కేంద్ర పట్టణాభివృద్ధి శాఖ పరిధిలోని ఈ కేంద్ర ప్రభుత్వ రంగ సంస్థ నవరత్న కంపెనీల్లో ఒకటిగా పేరొందింది. చంద్రబాబు విజ్ఞప్తి నేపథ్యంలో ప్రస్తుతం ఈ సంస్థ కొత్త ఏపీ భవన్ నిర్మాణానికి ముసాయిదా ప్రణాళికలు రచించిందని తెలుస్తోంది. ఆంధప్రదేశ్ భవన్ ప్రస్తుతం 19 ఎకరాల్లో విస్తరించి ఉంది. ఇప్పటికీ ఇందులో పది నుంచి 11 ఎకరాలు ఖాళీగానే ఉంది. మిగిలిన స్థలంలోనే ప్రస్తుత నిర్మాణాలు ఉన్నాయి. ప్రస్తుత భవనాన్ని తొలగించి, మొత్తం భూమిని రాష్ట్ర విభజన చట్టం ప్రకారం 58:42 నిష్పత్తిలో పంచుకుని.. వేర్వేరుగా రెండు కొత్త భవన్‌లను నిర్మించుకునే ప్రతిపాదనకు తాము సిద్ధమేనని ఏపీ ప్రభుత్వ వర్గాలు చెబుతున్నాయి. ప్రస్తుత భవన్‌ను తెలంగాణకు ఇచ్చేందుకు కూడా తాము సిద్ధంగా ఉన్నామని ఆ వర్గాలు వివరించాయి. కొత్త భవన్‌కు చంద్రబాబు ప్రణాళికలు ఎన్‌బీసీసీ ముసాయిదా ప్రణాళికలో పేర్కొన్నట్లు కేంద్ర ప్రభుత్వ ఆధ్వర్యంలోని విజ్ఞాన్ భవన్ అతి పెద్ద కన్వెన్షన్ సెంటర్ తరహాలోనే రెండు వేల సీట్ల సామర్థ్యంలో కన్వెన్షన్ సెంటర్ నిర్మిస్తే బాగుంటుందని ఎన్‌బీసీసీ ప్రతిపాదించినట్లు సమాచారం. [1023,243,1464,791]
page-header [6,40,1478,91]
article-defections [1023,1248,1464,1855]
masthead-title: జనంసాక్షి [624,52,729,87]
body-text [1023,901,1464,1229]
article-flood-review [10,1595,467,1955]
deck: సహాయక చర్యలకు అనుకూలించని వాతావరణం [66,2082,411,2148]
